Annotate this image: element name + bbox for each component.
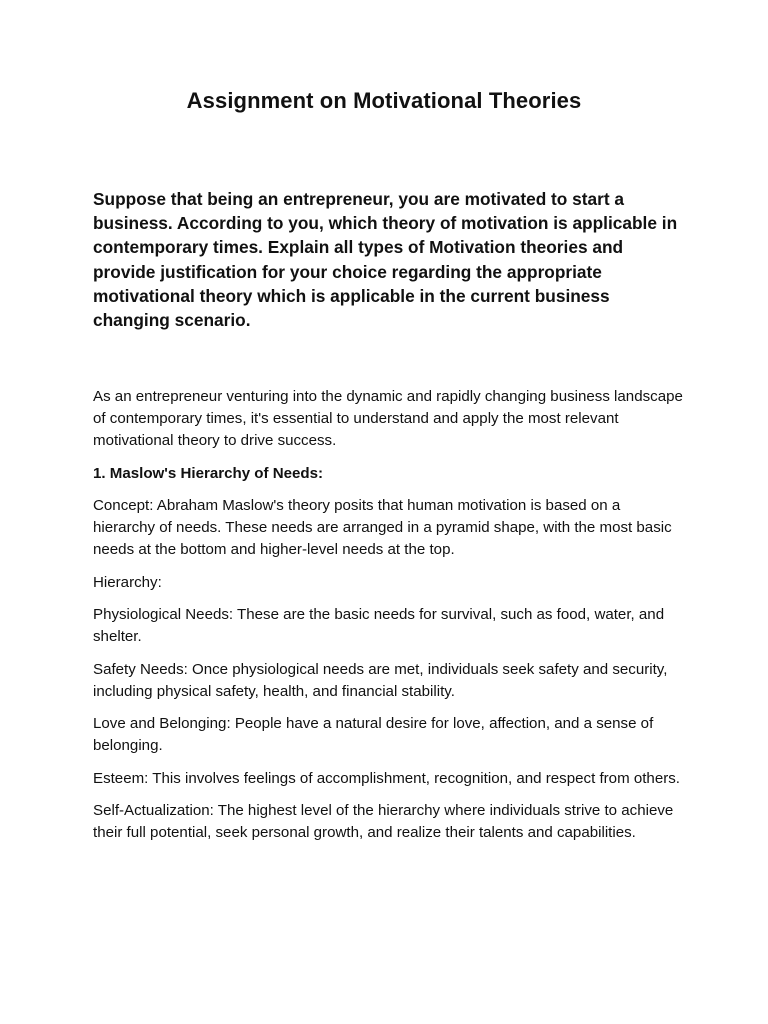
- hierarchy-label: Hierarchy:: [93, 573, 162, 591]
- love-belonging-paragraph: Love and Belonging: People have a natural desire for love, affection, and a sense of belonging.: [93, 715, 654, 754]
- assignment-question: Suppose that being an entrepreneur, you are motivated to start a business. According to you, which theory of motivation is applicable in contemporary times. Explain all types of Motivation theories and provide justification for your choice regarding the appropriate motivational theory which is applicable in the current business changing scenario.: [93, 189, 678, 331]
- physiological-needs-paragraph: Physiological Needs: These are the basic needs for survival, such as food, water, and shelter.: [93, 606, 665, 645]
- self-actualization-paragraph: Self-Actualization: The highest level of the hierarchy where individuals strive to achieve their full potential, seek personal growth, and realize their talents and capabilities.: [93, 802, 674, 841]
- safety-needs-paragraph: Safety Needs: Once physiological needs are met, individuals seek safety and security, including physical safety, health, and financial stability.: [93, 660, 668, 700]
- concept-paragraph: Concept: Abraham Maslow's theory posits that human motivation is based on a hierarchy of needs. These needs are arranged in a pyramid shape, with the most basic needs at the bottom and higher-level needs at the top.: [93, 497, 672, 558]
- esteem-paragraph: Esteem: This involves feelings of accomplishment, recognition, and respect from others.: [93, 769, 680, 787]
- section-heading: 1. Maslow's Hierarchy of Needs:: [93, 464, 324, 482]
- intro-paragraph: As an entrepreneur venturing into the dynamic and rapidly changing business landscape of contemporary times, it's essential to understand and apply the most relevant motivational theory to drive success.: [93, 388, 683, 449]
- document-title: Assignment on Motivational Theories: [186, 88, 582, 113]
- document-body: [93, 386, 683, 855]
